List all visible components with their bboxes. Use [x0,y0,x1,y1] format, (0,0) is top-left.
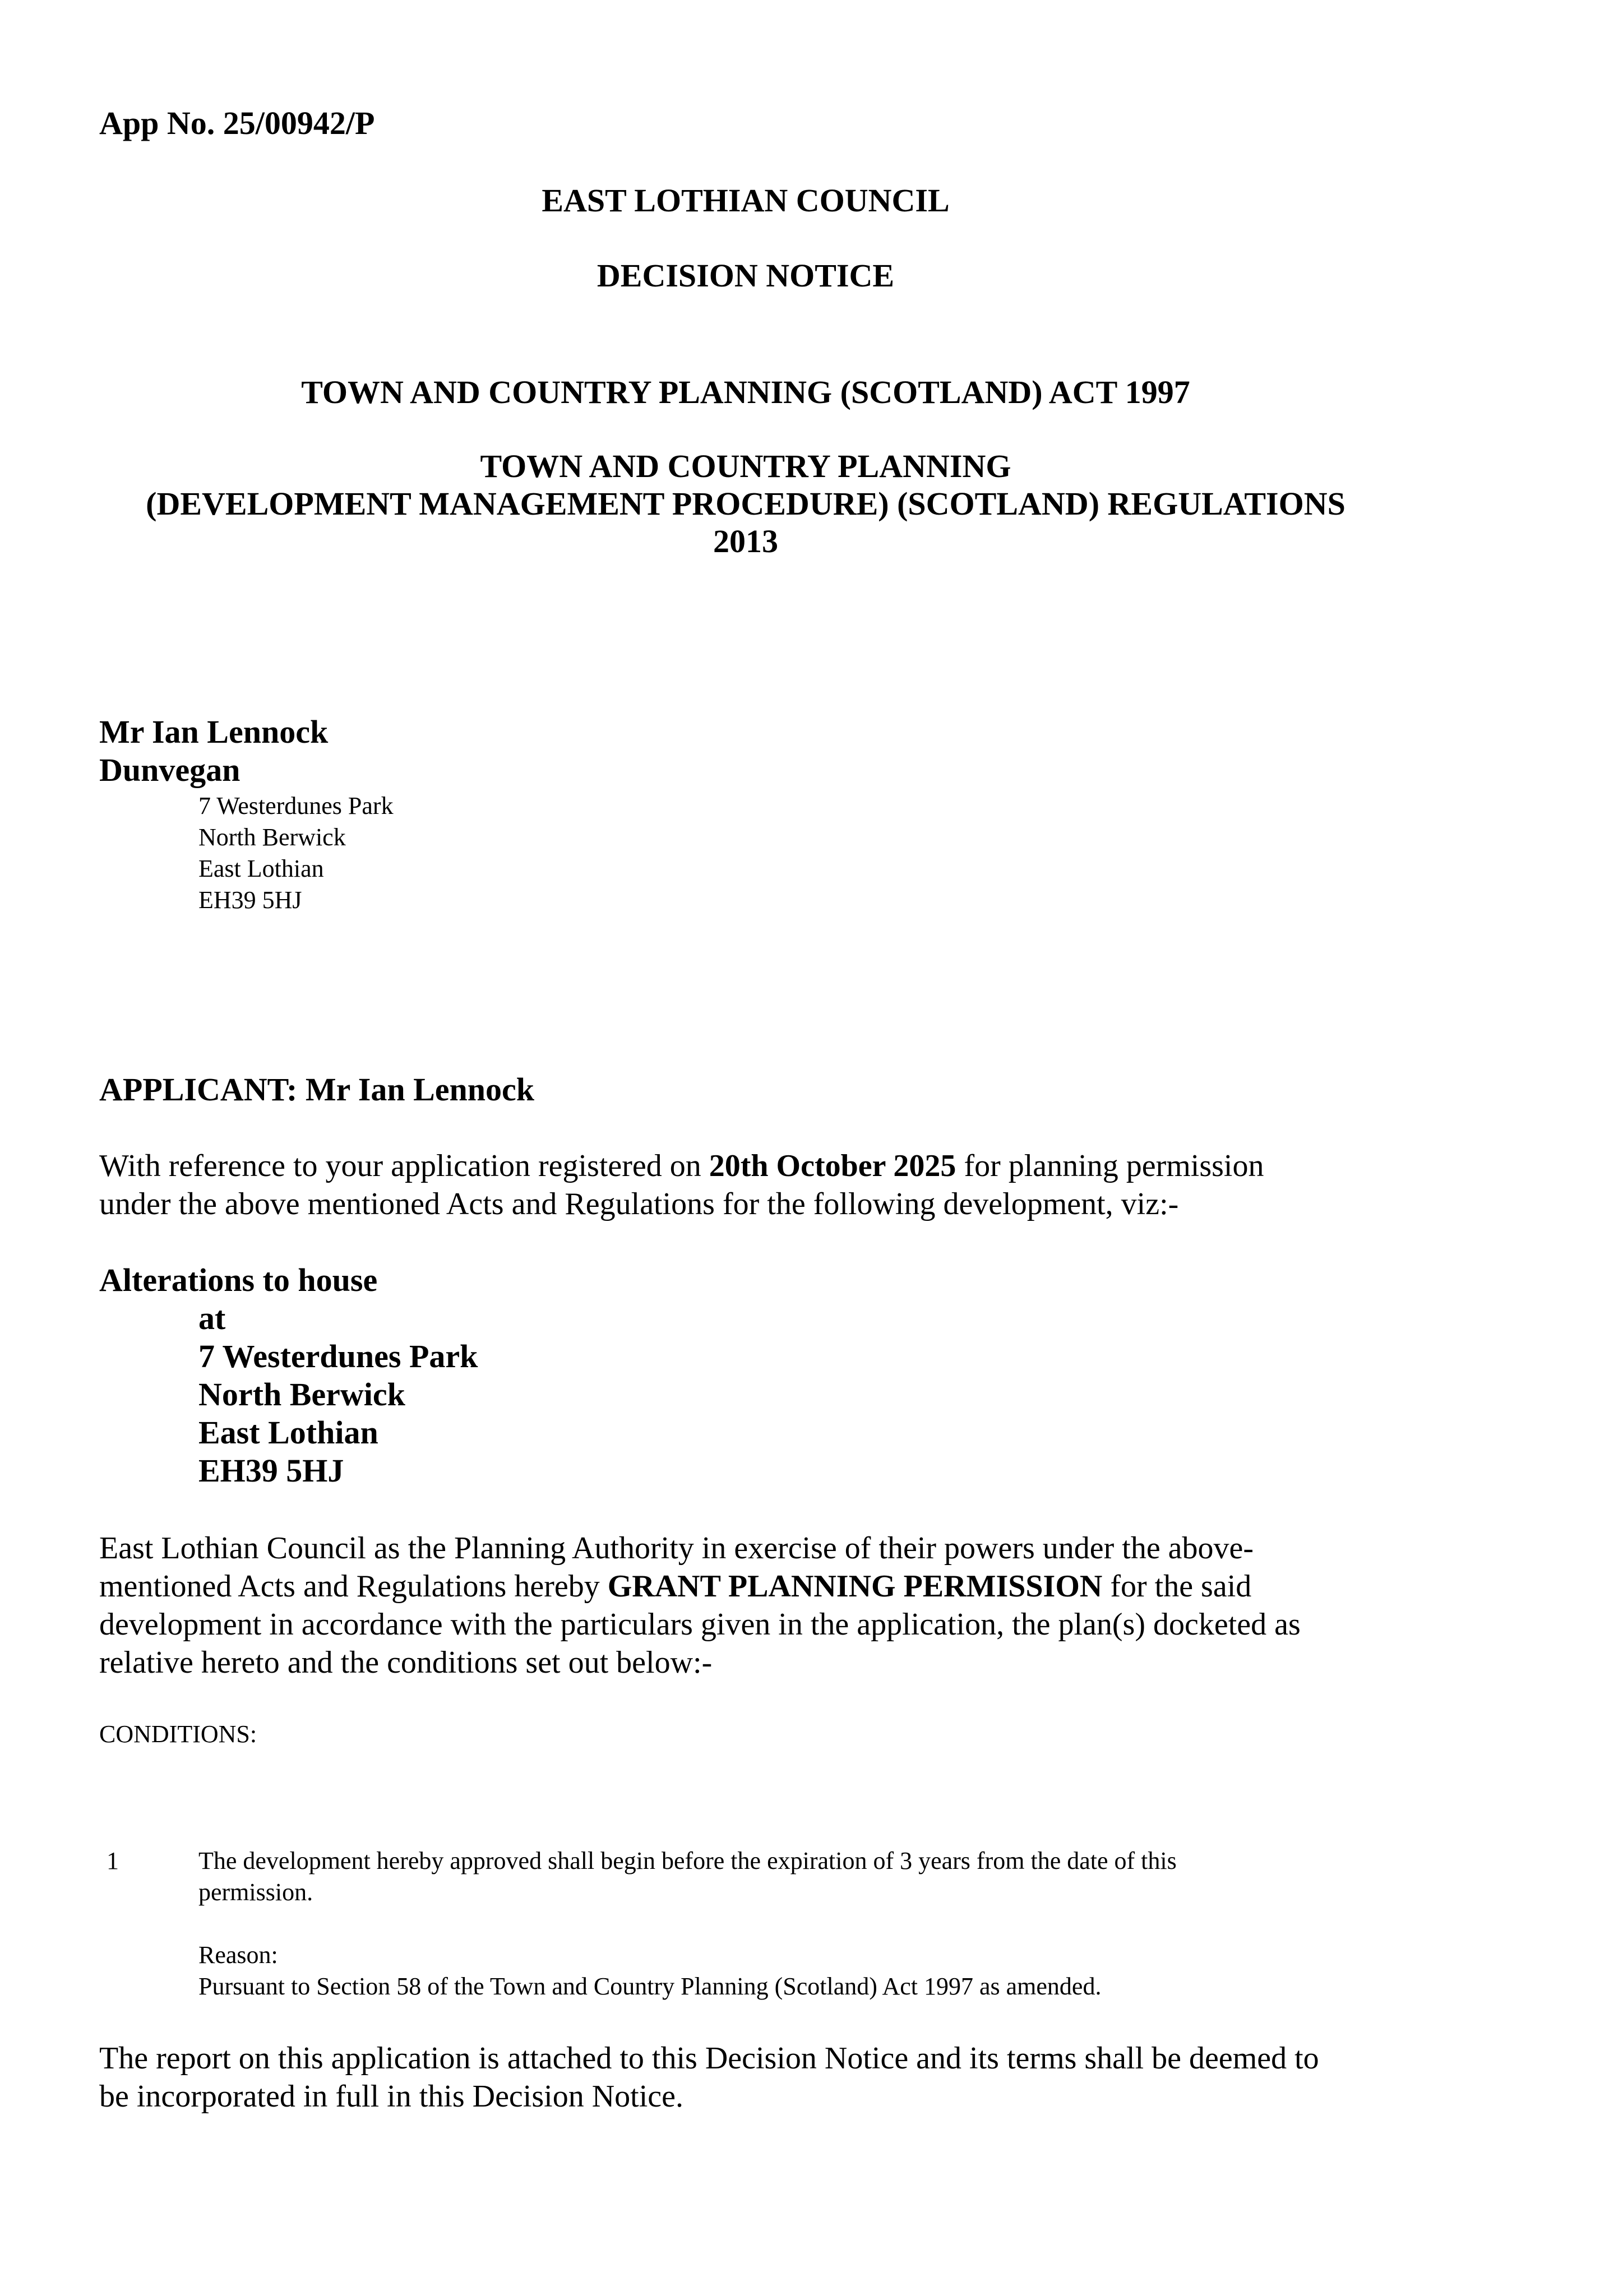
regulations-line-3: 2013 [713,523,778,559]
registration-date: 20th October 2025 [709,1149,956,1183]
reference-line-1 [99,1147,1264,1185]
recipient-house: Dunvegan [99,752,241,788]
site-address-line: 7 Westerdunes Park [198,1338,478,1374]
decision-grant: GRANT PLANNING PERMISSION [607,1569,1103,1604]
development-description: Alterations to house [99,1262,378,1298]
recipient-address-line: North Berwick [198,823,346,851]
decision-line: development in accordance with the particulars given in the application, the plan(s) docketed as [99,1607,1301,1642]
condition-text: permission. [198,1878,313,1906]
application-number: App No. 25/00942/P [99,105,375,141]
applicant-line: APPLICANT: Mr Ian Lennock [99,1071,535,1108]
recipient-postcode: EH39 5HJ [198,886,302,914]
regulations-line-2: (DEVELOPMENT MANAGEMENT PROCEDURE) (SCOTLAND) REGULATIONS [146,485,1345,522]
decision-line: East Lothian Council as the Planning Authority in exercise of their powers under the above- [99,1531,1254,1566]
decision-line: relative hereto and the conditions set out below:- [99,1645,713,1680]
recipient-address-line: 7 Westerdunes Park [198,792,394,820]
decision-text: mentioned Acts and Regulations hereby [99,1569,608,1604]
site-address-line: East Lothian [198,1414,378,1451]
closing-line: be incorporated in full in this Decision Notice. [99,2079,683,2114]
reference-line-2: under the above mentioned Acts and Regulations for the following development, viz:- [99,1187,1179,1221]
conditions-heading: CONDITIONS: [99,1720,257,1748]
site-postcode: EH39 5HJ [198,1452,344,1489]
act-title: TOWN AND COUNTRY PLANNING (SCOTLAND) ACT 1997 [301,374,1190,410]
development-at: at [198,1300,226,1336]
decision-line [99,1567,1251,1605]
site-address-line: North Berwick [198,1376,405,1413]
condition-number: 1 [107,1847,119,1874]
recipient-name: Mr Ian Lennock [99,714,329,750]
recipient-address-line: East Lothian [198,855,324,882]
reference-text: for planning permission [956,1149,1264,1183]
decision-text: for the said [1102,1569,1252,1604]
notice-title: DECISION NOTICE [597,257,895,294]
reference-text: With reference to your application registered on [99,1149,709,1183]
condition-reason: Pursuant to Section 58 of the Town and Country Planning (Scotland) Act 1997 as amended. [198,1973,1102,2000]
regulations-line-1: TOWN AND COUNTRY PLANNING [480,448,1011,484]
condition-text: The development hereby approved shall begin before the expiration of 3 years from the date of this [198,1847,1177,1874]
council-name: EAST LOTHIAN COUNCIL [542,182,950,219]
closing-line: The report on this application is attached to this Decision Notice and its terms shall be deemed to [99,2041,1319,2076]
condition-reason-label: Reason: [198,1941,278,1969]
